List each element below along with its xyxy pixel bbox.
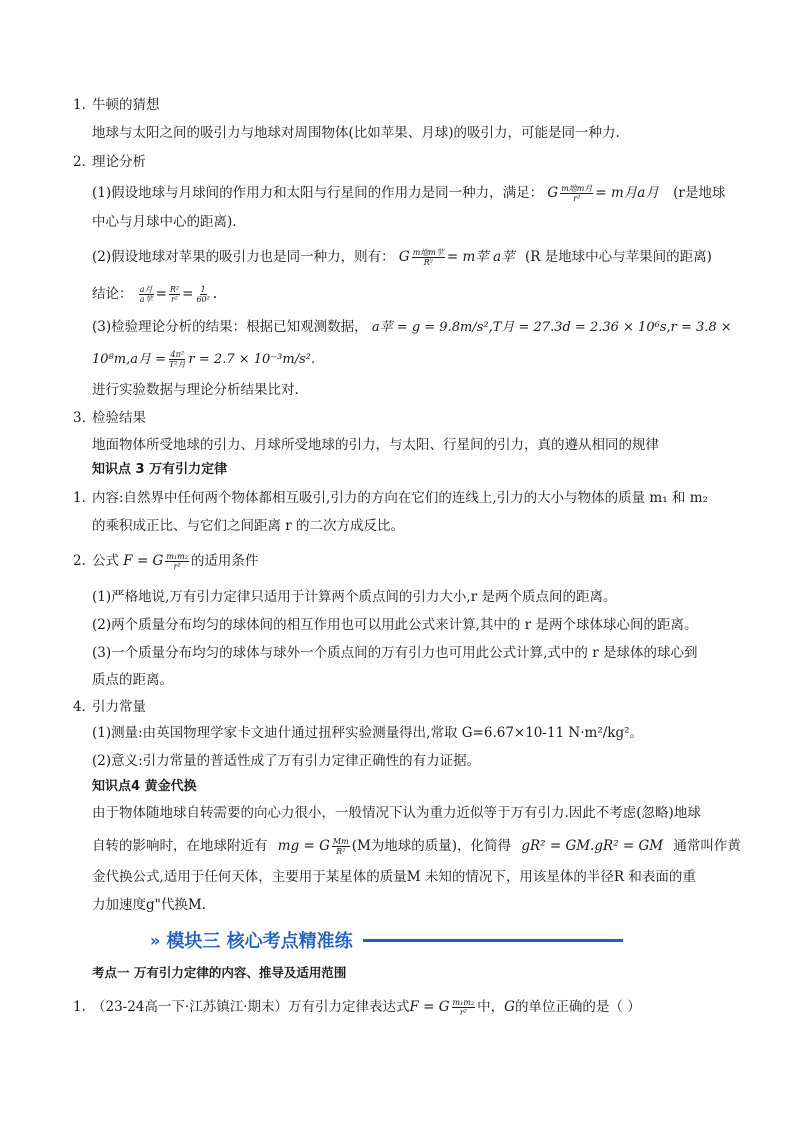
section-1-body: 地球与太阳之间的吸引力与地球对周围物体(比如苹果、月球)的吸引力，可能是同一种力.	[92, 125, 620, 141]
section-2-item-1-cont: 中心与月球中心的距离).	[92, 214, 237, 230]
section-2-conclusion: 结论： $\frac{\text{a月}}{\text{a苹}}$ = $\frac{\text{R²}}{\text{r²}}$ = $\frac{1}{\text{60²}}$ .	[92, 285, 218, 304]
formula-ratio: $\frac{\text{a月}}{\text{a苹}}$ = $\frac{\text{R²}}{\text{r²}}$ = $\frac{1}{\text{60²}}$ .	[139, 285, 218, 304]
gravitational-constant-measure: (1)测量:由英国物理学家卡文迪什通过扭秤实验测量得出,常取 G=6.67×10-11 N·m²/kg²。	[92, 725, 644, 741]
law-condition-1: (1)严格地说,万有引力定律只适用于计算两个质点间的引力大小,r 是两个质点间的距离。	[92, 589, 617, 605]
chevron-double-icon: »	[150, 930, 161, 950]
law-condition-2: (2)两个质量分布均匀的球体间的相互作用也可以用此公式来计算,其中的 r 是两个球体球心间的距离。	[92, 617, 698, 633]
document-page: 1． 牛顿的猜想 地球与太阳之间的吸引力与地球对周围物体(比如苹果、月球)的吸引力，可能是同一种力. 2． 理论分析 (1)假设地球与月球间的作用力和太阳与行星间的作用力是同一种力，满足： G $\frac{\text{m地m月}}{\text{r²}}$ = m月a月 (r是地球 中心与月球中心的距离). (2)假设地球对苹果的吸引力也是同一种力，则有： G $\frac{\text{m地m苹}}{\text{R²}}$ = m苹 a苹 (R 是地球中心与苹果间的距离) 结论： $\frac{\text{a月}}{\text{a苹}}$ = $\frac{\text{R²}}{\text{r²}}$ = $\frac{1}{\text{60²}}$ . (3)检验理论分析的结果：根据已知观测数据， a苹 = g = 9.8m/s²,T月 = 27.3d = 2.36 × 10⁶s,r = 3.8 × 10⁸m,a月 = $\frac{\text{4π²}}{\text{T²月}}$ r = 2.7 × 10⁻³m/s². 进行实验数据与理论分析结果比对. 3． 检验结果 地面物体所受地球的引力、月球所受地球的引力，与太阳、行星间的引力，真的遵从相同的规律 知识点 3 万有引力定律 1． 内容:自然界中任何两个物体都相互吸引,引力的方向在它们的连线上,引力的大小与物体的质量 m₁ 和 m₂ 的乘积成正比、与它们之间距离 r 的二次方成反比。 2． 公式 F = G $\frac{\text{m₁m₂}}{\text{r²}}$ 的适用条件 (1)严格地说,万有引力定律只适用于计算两个质点间的引力大小,r 是两个质点间的距离。 (2)两个质量分布均匀的球体间的相互作用也可以用此公式来计算,其中的 r 是两个球体球心间的距离。 (3)一个质量分布均匀的球体与球外一个质点间的万有引力也可用此公式计算,式中的 r 是球体的球心到 质点的距离。 4． 引力常量 (1)测量:由英国物理学家卡文迪什通过扭秤实验测量得出,常取 G=6.67×10-11 N·m²/kg²。 (2)意义:引力常量的普适性成了万有引力定律正确性的有力证据。 知识点4 黄金代换 由于物体随地球自转需要的向心力很小，一般情况下认为重力近似等于万有引力.因此不考虑(忽略)地球 自转的影响时，在地球附近有 mg = G $\frac{Mm}{\text{R²}}$ (M为地球的质量)，化简得 gR² = GM.gR² = GM 通常叫作黄 金代换公式,适用于任何天体，主要用于某星体的质量M 未知的情况下，用该星体的半径R 和表面的重 力加速度g"代换M. » 模块三 核心考点精准练 考点一 万有引力定律的内容、推导及适用范围 1． （23-24高一下·江苏镇江·期末）万有引力定律表达式F = G $\frac{\text{m₁m₂}}{\text{r²}}$ 中，G的单位正确的是（ ）	[73, 97, 741, 1017]
law-condition-3: (3)一个质量分布均匀的球体与球外一个质点间的万有引力也可用此公式计算,式中的 r 是球体的球心到	[92, 645, 698, 661]
section-2-item-3: (3)检验理论分析的结果：根据已知观测数据， a苹 = g = 9.8m/s²,T月 = 27.3d = 2.36 × 10⁶s,r = 3.8 ×	[92, 319, 732, 335]
knowledge-point-3-title: 知识点 3 万有引力定律	[92, 462, 228, 477]
section-2-item-1: (1)假设地球与月球间的作用力和太阳与行星间的作用力是同一种力，满足： G $\frac{\text{m地m月}}{\text{r²}}$ = m月a月 (r是地球	[92, 184, 726, 203]
law-content-cont: 的乘积成正比、与它们之间距离 r 的二次方成反比。	[92, 518, 405, 534]
golden-substitution-line-3: 金代换公式,适用于任何天体，主要用于某星体的质量M 未知的情况下，用该星体的半径R 和表面的重	[92, 869, 696, 885]
golden-substitution-line-1: 由于物体随地球自转需要的向心力很小，一般情况下认为重力近似等于万有引力.因此不考虑(忽略)地球	[92, 805, 701, 821]
formula-moon: G $\frac{\text{m地m月}}{\text{r²}}$ = m月a月	[547, 184, 659, 203]
section-3-body: 地面物体所受地球的引力、月球所受地球的引力，与太阳、行星间的引力，真的遵从相同的规律	[92, 437, 659, 453]
golden-substitution-line-2: 自转的影响时，在地球附近有 mg = G $\frac{Mm}{\text{R²}}$ (M为地球的质量)，化简得 gR² = GM.gR² = GM 通常叫作黄	[92, 837, 741, 856]
section-2-compare: 进行实验数据与理论分析结果比对.	[92, 382, 299, 398]
exam-point-1-title: 考点一 万有引力定律的内容、推导及适用范围	[92, 965, 347, 980]
knowledge-point-4-title: 知识点4 黄金代换	[92, 779, 197, 794]
formula-apple: G $\frac{\text{m地m苹}}{\text{R²}}$ = m苹 a苹	[398, 248, 515, 267]
module-header-rule	[363, 939, 623, 942]
law-condition-3-cont: 质点的距离。	[92, 672, 173, 688]
gravitational-constant-meaning: (2)意义:引力常量的普适性成了万有引力定律正确性的有力证据。	[92, 753, 481, 769]
section-2-item-2: (2)假设地球对苹果的吸引力也是同一种力，则有： G $\frac{\text{m地m苹}}{\text{R²}}$ = m苹 a苹 (R 是地球中心与苹果间的距离)	[92, 248, 712, 267]
module-header: » 模块三 核心考点精准练	[150, 928, 623, 952]
section-2-item-3-cont: 10⁸m,a月 = $\frac{\text{4π²}}{\text{T²月}}$ r = 2.7 × 10⁻³m/s².	[92, 350, 316, 369]
golden-substitution-line-4: 力加速度g"代换M.	[92, 897, 206, 913]
